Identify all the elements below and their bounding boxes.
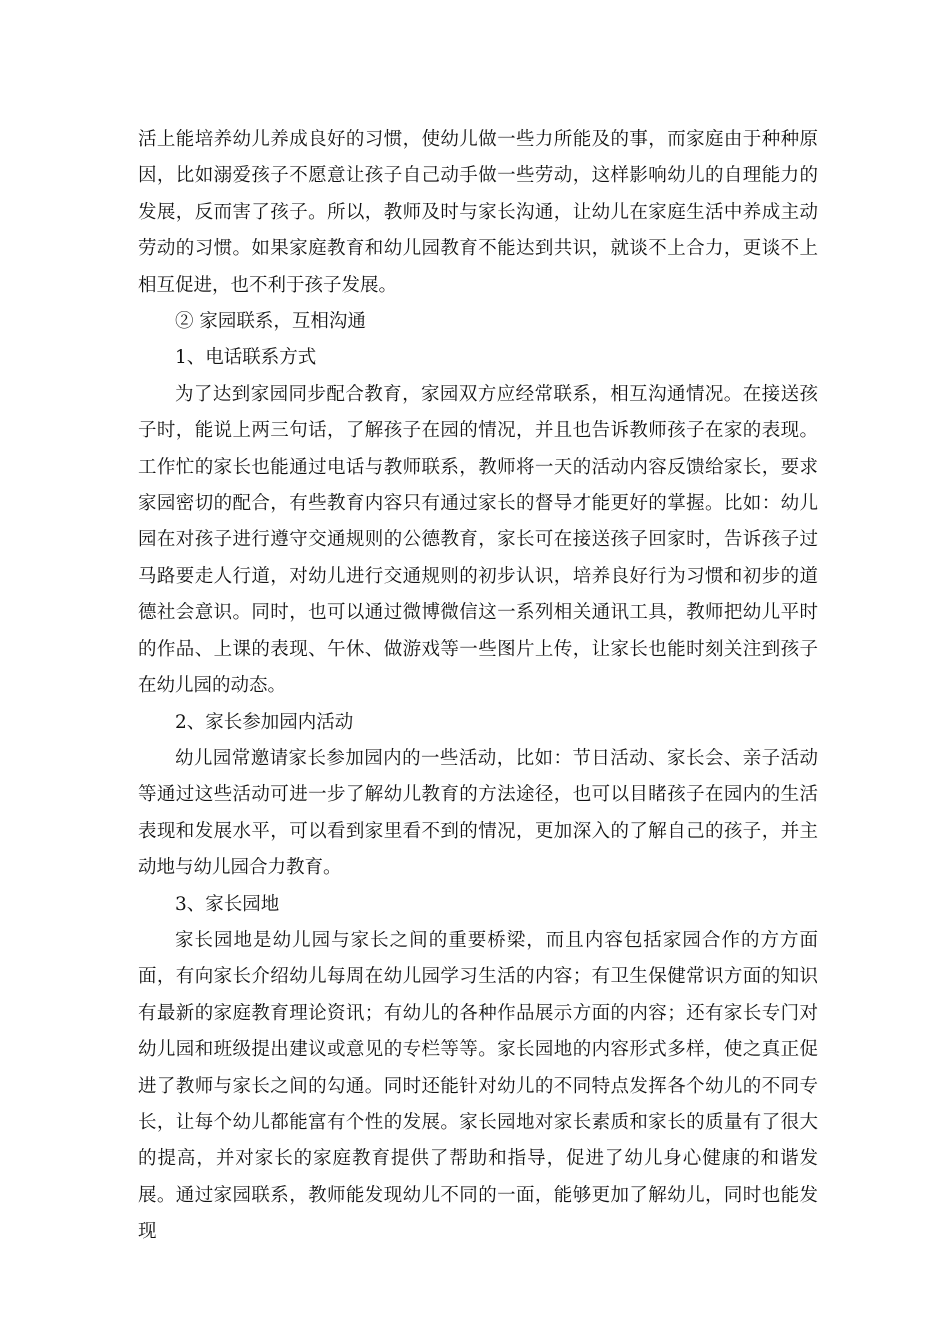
subheading-parent-activities: 2、家长参加园内活动 [175,711,354,733]
paragraph-parent-activities: 幼儿园常邀请家长参加园内的一些活动，比如：节日活动、家长会、亲子活动等通过这些活动可进一步了解幼儿教育的方法途径，也可以目睹孩子在园内的生活表现和发展水平，可以看到家里看不到的情况，更加深入的了解自己的孩子，并主动地与幼儿园合力教育。 [138,747,818,879]
section-heading-home-school-contact: ② 家园联系，互相沟通 [175,311,366,333]
paragraph-cooperation-conclusion: 活上能培养幼儿养成良好的习惯，使幼儿做一些力所能及的事，而家庭由于种种原因，比如溺爱孩子不愿意让孩子自己动手做一些劳动，这样影响幼儿的自理能力的发展，反而害了孩子。所以，教师及时与家长沟通，让幼儿在家庭生活中养成主动劳动的习惯。如果家庭教育和幼儿园教育不能达到共识，就谈不上合力，更谈不上相互促进，也不利于孩子发展。 [138,129,818,296]
document-page [138,122,818,1251]
paragraph-parent-corner: 家长园地是幼儿园与家长之间的重要桥梁，而且内容包括家园合作的方方面面，有向家长介绍幼儿每周在幼儿园学习生活的内容；有卫生保健常识方面的知识有最新的家庭教育理论资讯；有幼儿的各种作品展示方面的内容；还有家长专门对幼儿园和班级提出建议或意见的专栏等等。家长园地的内容形式多样，使之真正促进了教师与家长之间的勾通。同时还能针对幼儿的不同特点发挥各个幼儿的不同专长，让每个幼儿都能富有个性的发展。家长园地对家长素质和家长的质量有了很大的提高，并对家长的家庭教育提供了帮助和指导，促进了幼儿身心健康的和谐发展。通过家园联系，教师能发现幼儿不同的一面，能够更加了解幼儿，同时也能发现 [138,929,818,1243]
subheading-parent-corner: 3、家长园地 [175,893,280,915]
paragraph-phone-contact: 为了达到家园同步配合教育，家园双方应经常联系，相互沟通情况。在接送孩子时，能说上两三句话，了解孩子在园的情况，并且也告诉教师孩子在家的表现。工作忙的家长也能通过电话与教师联系，教师将一天的活动内容反馈给家长，要求家园密切的配合，有些教育内容只有通过家长的督导才能更好的掌握。比如：幼儿园在对孩子进行遵守交通规则的公德教育，家长可在接送孩子回家时，告诉孩子过马路要走人行道，对幼儿进行交通规则的初步认识，培养良好行为习惯和初步的道德社会意识。同时，也可以通过微博微信这一系列相关通讯工具，教师把幼儿平时的作品、上课的表现、午休、做游戏等一些图片上传，让家长也能时刻关注到孩子在幼儿园的动态。 [138,383,818,697]
subheading-phone-contact: 1、电话联系方式 [175,347,317,369]
